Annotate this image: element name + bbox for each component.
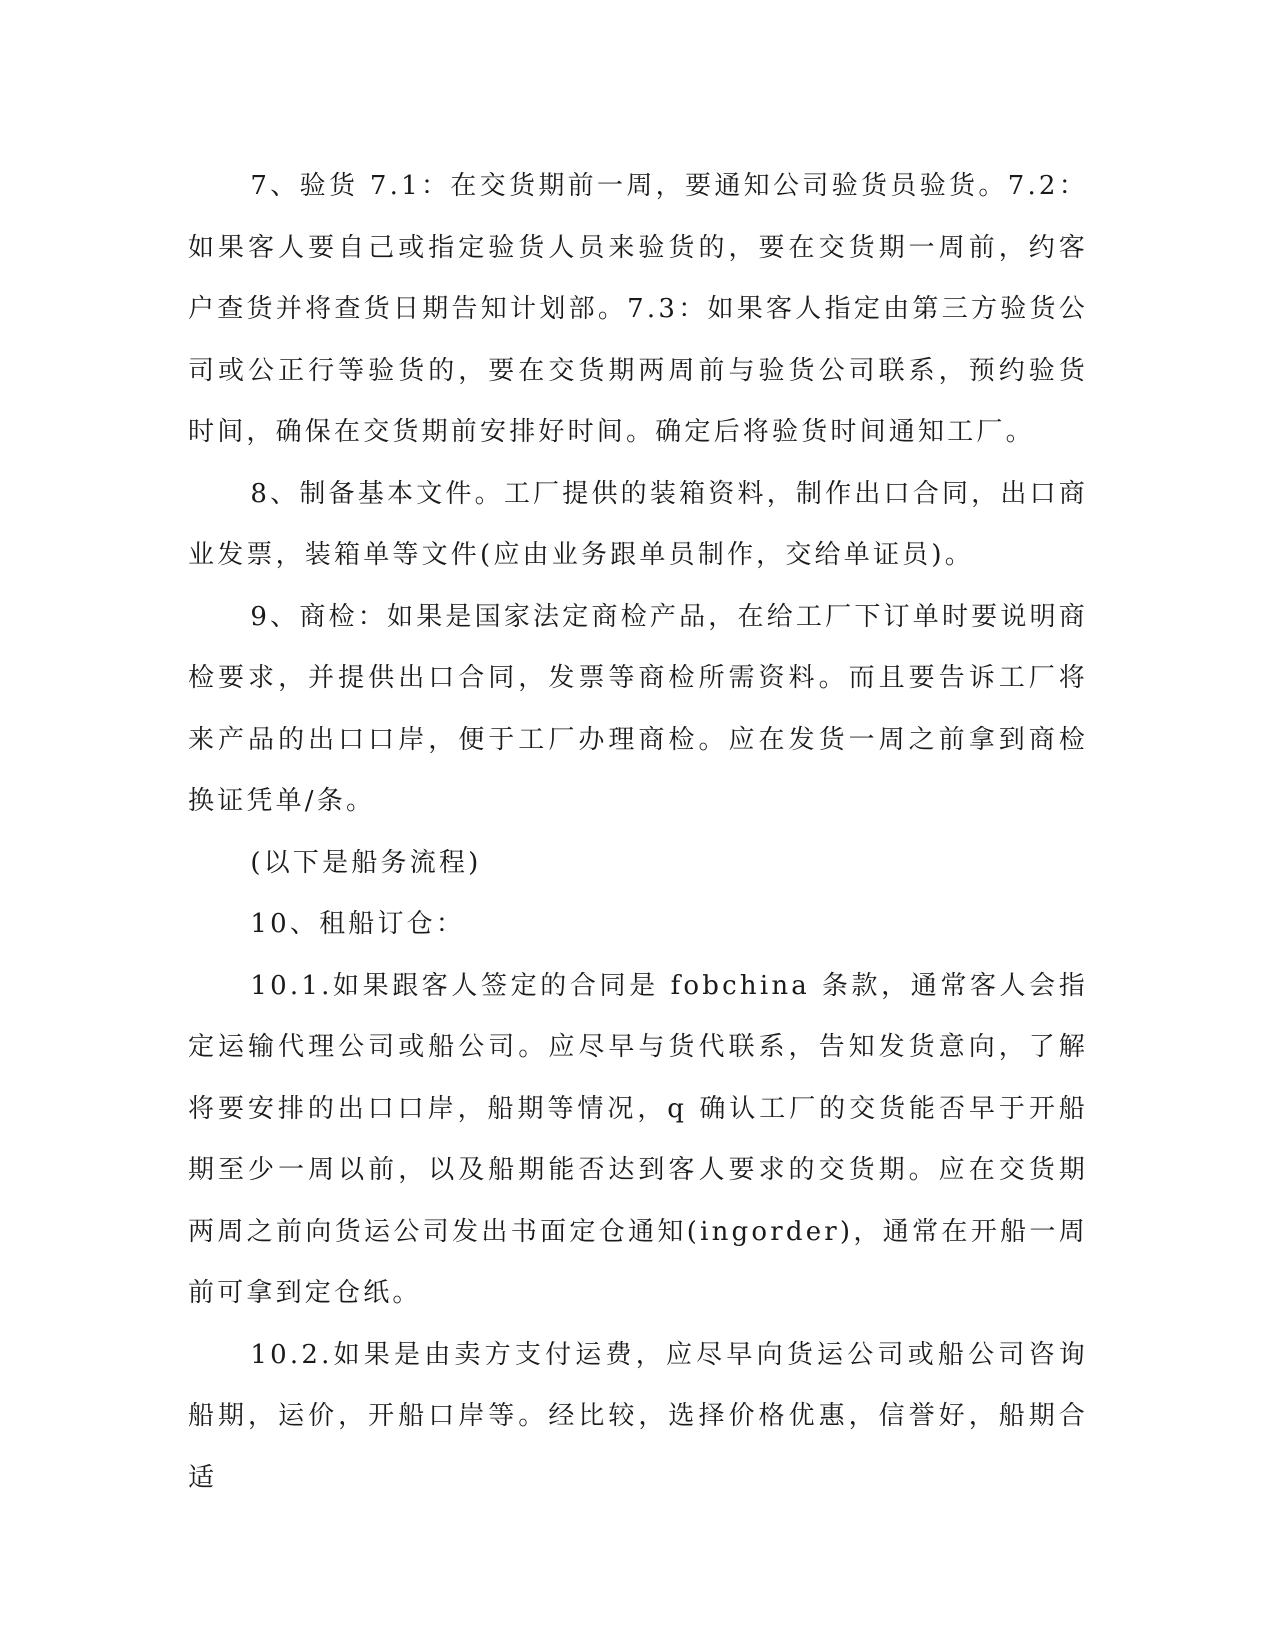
paragraph-fob-booking: 10.1.如果跟客人签定的合同是 fobchina 条款，通常客人会指定运输代理公司或船公司。应尽早与货代联系，告知发货意向，了解将要安排的出口口岸，船期等情况，q 确认工厂的交货能否早于开船期至少一周以前，以及船期能否达到客人要求的交货期。应在交货期两周之前向货运公司发出书面定仓通知(ingorder)，通常在开船一周前可拿到定仓纸。 (188, 970, 1088, 1308)
paragraph-commodity-inspection: 9、商检：如果是国家法定商检产品，在给工厂下订单时要说明商检要求，并提供出口合同，发票等商检所需资料。而且要告诉工厂将来产品的出口口岸，便于工厂办理商检。应在发货一周之前拿到商检换证凭单/条。 (188, 601, 1088, 816)
paragraph-basic-documents: 8、制备基本文件。工厂提供的装箱资料，制作出口合同，出口商业发票，装箱单等文件(应由业务跟单员制作，交给单证员)。 (188, 478, 1088, 570)
paragraph-charter-booking-heading: 10、租船订仓： (250, 909, 466, 939)
paragraph-shipping-note: (以下是船务流程) (250, 847, 482, 878)
paragraph-seller-freight: 10.2.如果是由卖方支付运费，应尽早向货运公司或船公司咨询船期，运价，开船口岸等。经比较，选择价格优惠，信誉好，船期合适 (188, 1339, 1088, 1493)
document-body (188, 156, 1088, 1509)
paragraph-inspection: 7、验货 7.1：在交货期前一周，要通知公司验货员验货。7.2：如果客人要自己或指定验货人员来验货的，要在交货期一周前，约客户查货并将查货日期告知计划部。7.3：如果客人指定由第三方验货公司或公正行等验货的，要在交货期两周前与验货公司联系，预约验货时间，确保在交货期前安排好时间。确定后将验货时间通知工厂。 (188, 171, 1088, 447)
